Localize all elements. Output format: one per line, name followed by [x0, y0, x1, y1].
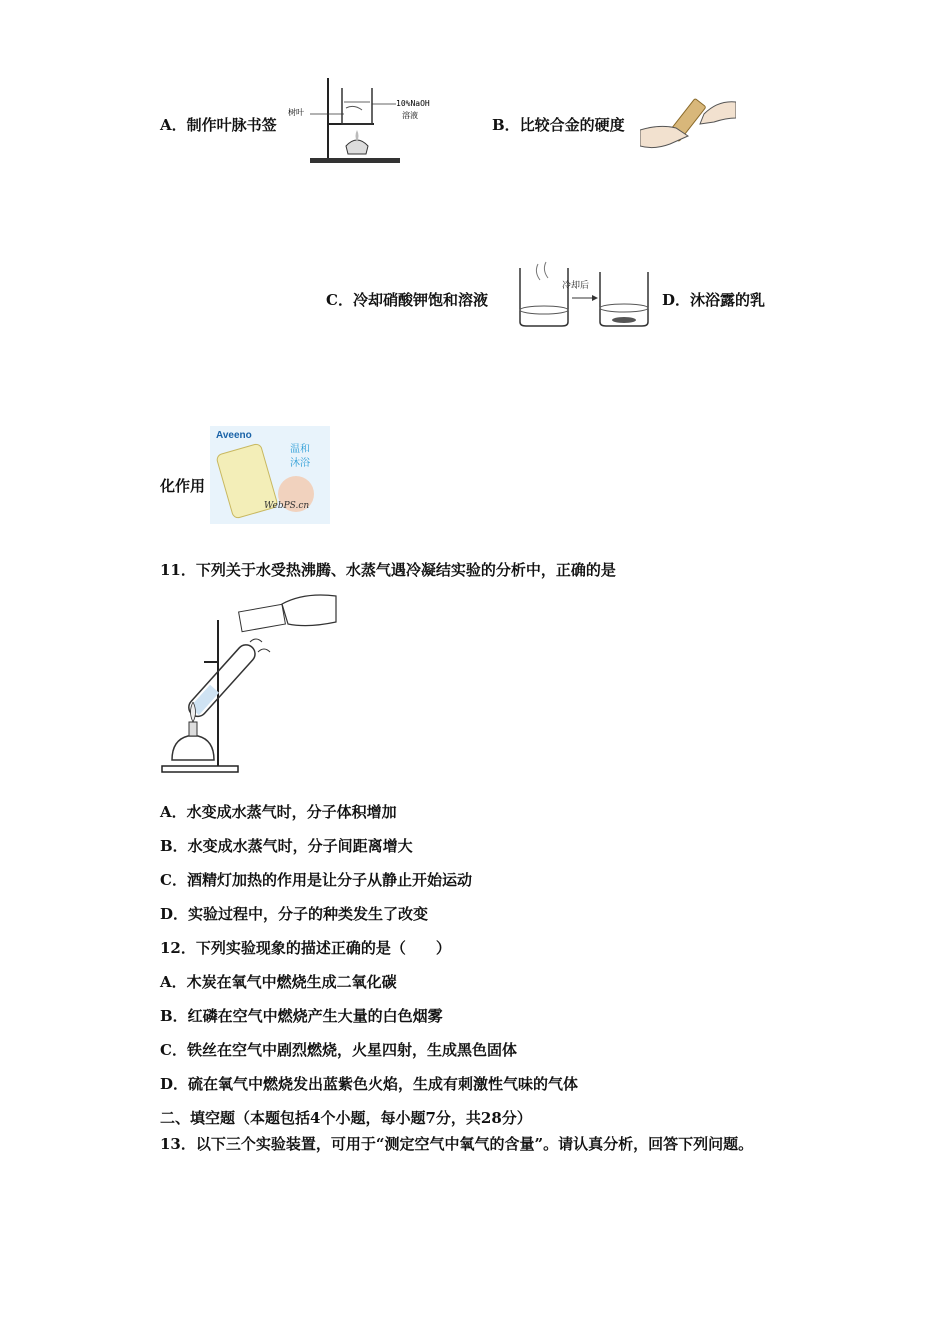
q11-option-d: D．实验过程中，分子的种类发生了改变 — [160, 905, 429, 923]
alloy-hardness-figure — [640, 84, 736, 156]
q12-option-c: C．铁丝在空气中剧烈燃烧，火星四射，生成黑色固体 — [160, 1041, 517, 1059]
tag-1: 温和 — [290, 444, 310, 455]
section-heading: 二、填空题（本题包括4个小题，每小题7分，共28分） — [160, 1109, 532, 1127]
solution-label: 溶液 — [402, 111, 418, 120]
q12-option-b: B．红磷在空气中燃烧产生大量的白色烟雾 — [160, 1007, 443, 1025]
body-wash-product-image — [210, 426, 330, 524]
cooling-kno3-figure — [514, 258, 650, 330]
leaf-bookmark-apparatus-figure — [288, 74, 463, 166]
q10-option-d: D．沐浴露的乳 — [662, 291, 766, 309]
q13-stem: 13．以下三个实验装置，可用于“测定空气中氧气的含量”。请认真分析，回答下列问题。 — [160, 1135, 754, 1153]
water-boiling-apparatus-figure — [158, 590, 340, 776]
q11-option-a: A．水变成水蒸气时，分子体积增加 — [160, 803, 397, 821]
cooling-label: 冷却后 — [562, 281, 590, 291]
q11-option-b: B．水变成水蒸气时，分子间距离增大 — [160, 837, 413, 855]
brand-label: Aveeno — [216, 430, 252, 441]
q10-option-a: A．制作叶脉书签 — [160, 116, 277, 134]
q12-option-a: A．木炭在氧气中燃烧生成二氧化碳 — [160, 973, 397, 991]
q11-option-c: C．酒精灯加热的作用是让分子从静止开始运动 — [160, 871, 472, 889]
watermark-label: WebPS.cn — [264, 501, 310, 511]
q10-option-d-continuation: 化作用 — [160, 477, 206, 495]
naoh-label: 10%NaOH — [396, 99, 430, 108]
leaf-label: 树叶 — [288, 108, 304, 117]
q12-option-d: D．硫在氧气中燃烧发出蓝紫色火焰，生成有刺激性气味的气体 — [160, 1075, 579, 1093]
q11-stem: 11．下列关于水受热沸腾、水蒸气遇冷凝结实验的分析中，正确的是 — [160, 561, 616, 579]
q10-option-b: B．比较合金的硬度 — [492, 116, 625, 134]
q12-stem: 12．下列实验现象的描述正确的是（ ） — [160, 939, 451, 957]
q10-option-c: C．冷却硝酸钾饱和溶液 — [326, 291, 488, 309]
tag-2: 沐浴 — [290, 458, 310, 469]
